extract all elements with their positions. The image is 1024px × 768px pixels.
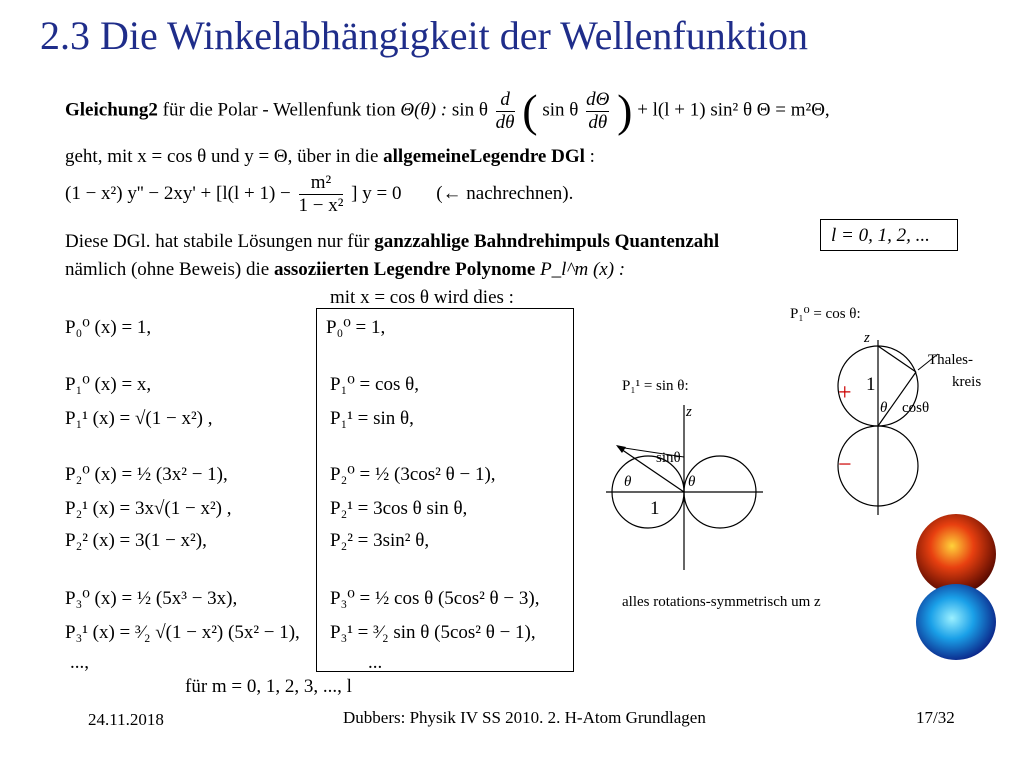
footer-page: 17/32	[916, 708, 955, 727]
solutions-bold: ganzzahlige Bahndrehimpuls Quantenzahl	[374, 231, 720, 252]
eq2-sin: sin θ	[451, 99, 488, 121]
right-eq-0: P₀⁰ = 1,	[326, 317, 386, 338]
eq2-dtheta-den: dθ	[586, 111, 609, 134]
right-eq-5: P₂² = 3sin² θ,	[330, 530, 430, 551]
eq2-dtheta-num: dΘ	[586, 88, 610, 110]
quantum-number-values: l = 0, 1, 2, ...	[831, 225, 930, 246]
diagram2-label: P₁⁰ = cos θ:	[790, 306, 861, 322]
legendre-eq-num: m²	[310, 172, 332, 193]
diagram1-label: P₁¹ = sin θ:	[622, 378, 689, 394]
eq2-d-frac	[496, 89, 515, 134]
right-eq-4: P₂¹ = 3cos θ sin θ,	[330, 498, 468, 519]
assoc-bold: assoziierten Legendre Polynome	[273, 259, 536, 280]
diagram2-radius	[878, 372, 916, 426]
right-eq-3: P₂⁰ = ½ (3cos² θ − 1),	[330, 464, 496, 485]
legendre-line-prefix: geht, mit x = cos θ und y = Θ, über in die	[65, 146, 379, 167]
page-title: 2.3 Die Winkelabhängigkeit der Wellenfunktion	[40, 13, 808, 58]
solutions-line	[65, 231, 719, 253]
left-eq-7: P₃¹ (x) = ³⁄₂ √(1 − x²) (5x² − 1),	[65, 622, 300, 643]
plus-sign: +	[838, 380, 852, 406]
diagram2-one: 1	[866, 374, 876, 395]
legendre-line-bold: allgemeineLegendre DGl	[383, 146, 585, 167]
right-eq-2: P₁¹ = sin θ,	[330, 408, 414, 429]
left-eq-8: ...,	[70, 652, 89, 673]
left-eq-0: P₀⁰ (x) = 1,	[65, 317, 152, 338]
lower-orbital-lobe	[916, 584, 996, 660]
diagram1-theta-left: θ	[624, 474, 632, 490]
left-eq-3: P₂⁰ (x) = ½ (3x² − 1),	[65, 464, 228, 485]
eq2-text: für die Polar - Wellenfunk tion	[162, 99, 396, 121]
diagram1-z: z	[686, 404, 692, 420]
cos-theta-equations-box	[316, 308, 574, 672]
left-eq-1: P₁⁰ (x) = x,	[65, 374, 152, 395]
left-eq-2: P₁¹ (x) = √(1 − x²) ,	[65, 408, 213, 429]
assoc-prefix: nämlich (ohne Beweis) die	[65, 259, 270, 280]
legendre-eq-left: (1 − x²) y'' − 2xy' + [l(l + 1) −	[65, 182, 291, 204]
diagram2-chord	[878, 346, 916, 372]
eq2-sin-inner: sin θ	[542, 99, 579, 121]
right-eq-8: ...	[368, 652, 383, 673]
left-eq-4: P₂¹ (x) = 3x√(1 − x²) ,	[65, 498, 232, 519]
cos-theta-diagram	[820, 330, 940, 520]
diagram1-one: 1	[650, 498, 660, 519]
solutions-prefix: Diese DGl. hat stabile Lösungen nur für	[65, 231, 370, 252]
right-eq-7: P₃¹ = ³⁄₂ sin θ (5cos² θ − 1),	[330, 622, 536, 643]
rotation-caption: alles rotations-symmetrisch um z	[622, 594, 821, 610]
eq2-lhs: Θ(θ) :	[400, 99, 448, 121]
diagram2-z: z	[864, 330, 870, 346]
diagram2-cos: cosθ	[902, 400, 930, 416]
legendre-eq-note: (← nachrechnen).	[436, 182, 574, 204]
legendre-eq-frac	[299, 172, 344, 217]
mit-line: mit x = cos θ wird dies :	[330, 287, 514, 308]
eq2-plus-term: + l(l + 1) sin² θ Θ = m²Θ,	[637, 99, 830, 121]
assoc-line	[65, 259, 625, 281]
left-eq-6: P₃⁰ (x) = ½ (5x³ − 3x),	[65, 588, 238, 609]
kreis-label: kreis	[952, 374, 982, 390]
legendre-eq-den: 1 − x²	[298, 195, 344, 216]
legendre-eq-right: ] y = 0	[351, 182, 402, 204]
eq2-d-num: d	[500, 88, 510, 110]
assoc-suffix: P_l^m (x) :	[540, 259, 626, 280]
left-eq-5: P₂² (x) = 3(1 − x²),	[65, 530, 207, 551]
eq2-d-den: dθ	[495, 111, 515, 133]
3d-orbital-render	[912, 512, 1000, 662]
eq2-dtheta-frac	[586, 89, 609, 134]
footer-center: Dubbers: Physik IV SS 2010. 2. H-Atom Grundlagen	[343, 708, 706, 727]
minus-sign: −	[838, 452, 852, 478]
legendre-equation	[65, 172, 573, 217]
upper-orbital-lobe	[916, 514, 996, 594]
footer-date: 24.11.2018	[88, 710, 164, 729]
legendre-line	[65, 146, 595, 168]
equation-2: Gleichung2 für die Polar - Wellenfunk tion Θ(θ) : sin θ $\frac{d}{d\theta}$ ( sin θ $\frac{d\Theta}{d\theta}$ ) + l(l + 1) sin² θ Θ = m²Θ,	[65, 85, 830, 136]
quantum-number-box	[820, 219, 958, 251]
eq2-bold: Gleichung2	[65, 99, 158, 121]
for-m-line: für m = 0, 1, 2, 3, ..., l	[185, 676, 352, 697]
legendre-line-suffix: :	[589, 146, 595, 167]
diagram2-theta: θ	[880, 400, 888, 416]
right-eq-1: P₁⁰ = cos θ,	[330, 374, 419, 395]
diagram1-sin: sinθ	[656, 450, 681, 466]
right-eq-6: P₃⁰ = ½ cos θ (5cos² θ − 3),	[330, 588, 540, 609]
thales-label: Thales-	[928, 352, 973, 368]
diagram1-theta-right: θ	[688, 474, 696, 490]
